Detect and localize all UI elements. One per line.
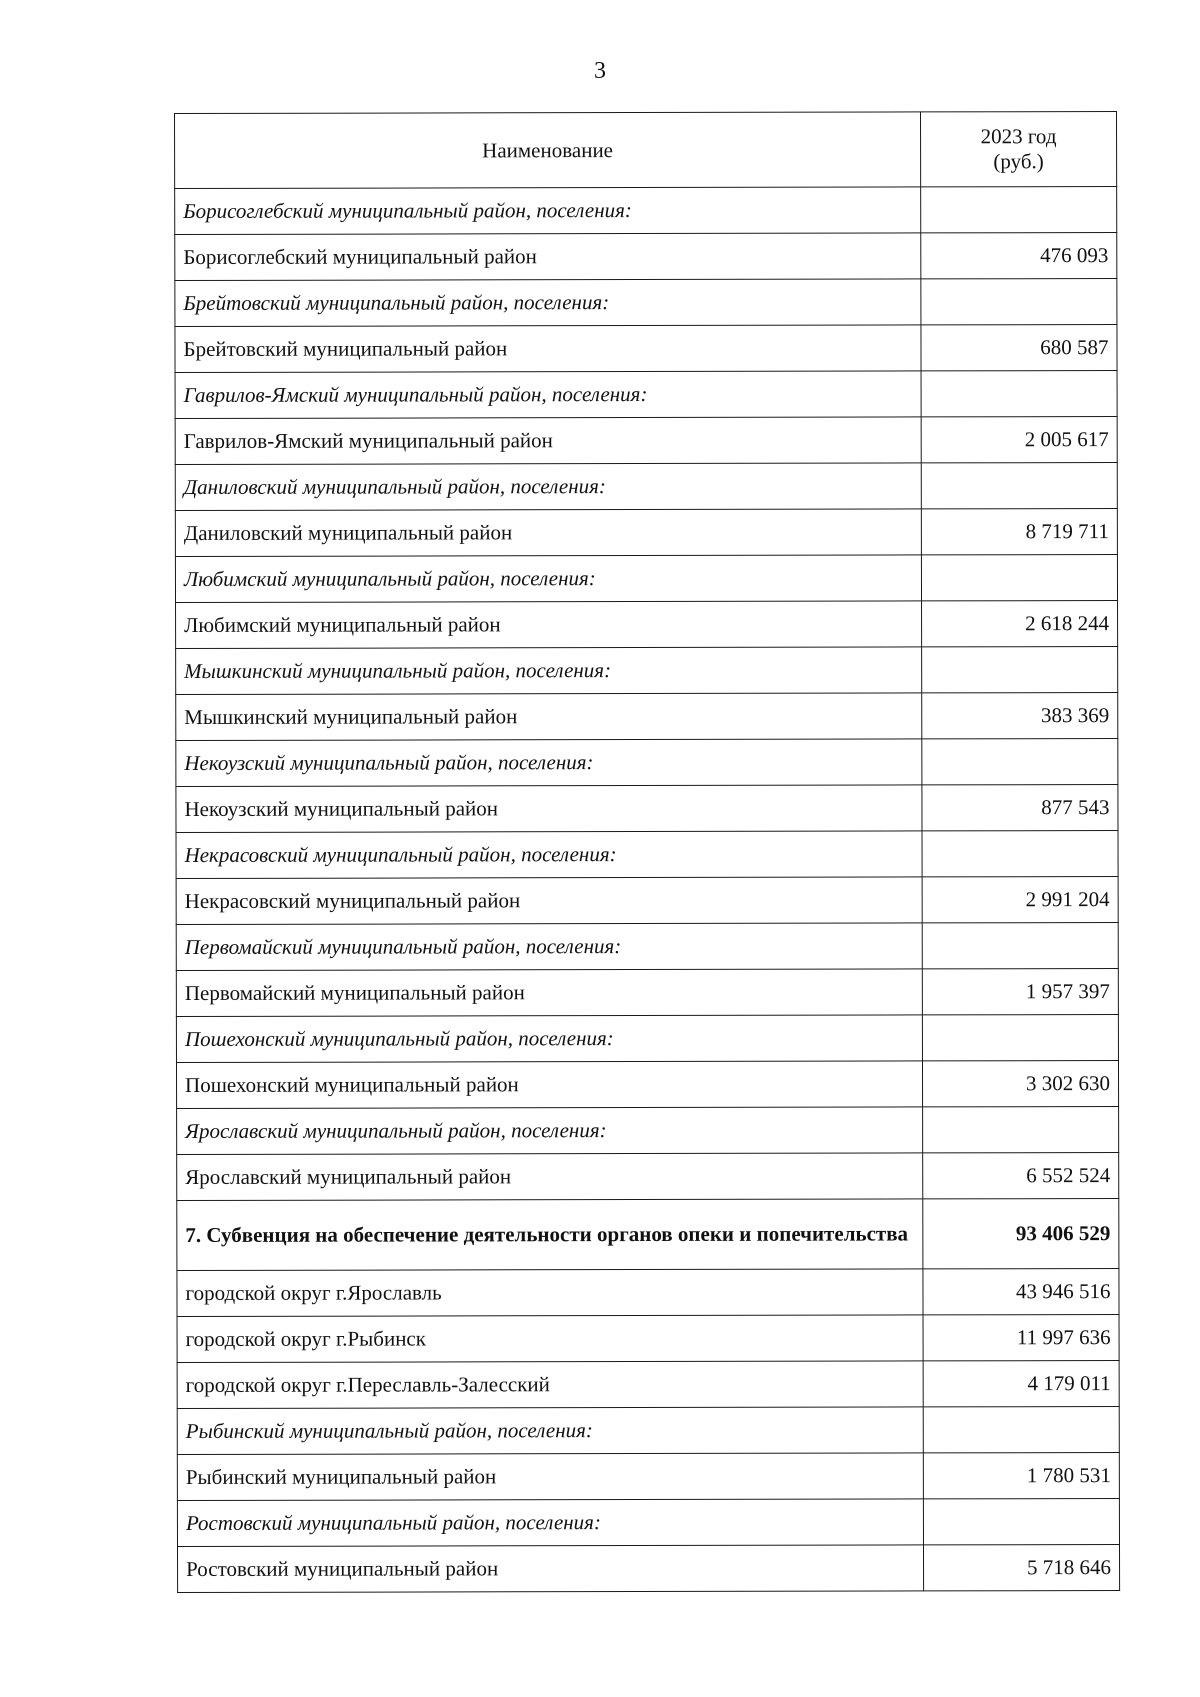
row-value: 476 093 xyxy=(921,233,1117,279)
row-value xyxy=(922,923,1118,969)
table-row xyxy=(175,279,1117,327)
row-name: Мышкинский муниципальный район, поселения: xyxy=(176,647,922,695)
row-value xyxy=(923,1499,1119,1545)
row-name: Борисоглебский муниципальный район xyxy=(175,233,921,281)
row-value: 8 719 711 xyxy=(921,509,1117,555)
row-name: Любимский муниципальный район xyxy=(176,601,922,649)
table-header-row xyxy=(175,112,1117,189)
row-name: Некоузский муниципальный район xyxy=(176,785,922,833)
row-name: Даниловский муниципальный район xyxy=(175,509,921,557)
column-header-name: Наименование xyxy=(175,112,921,189)
row-value xyxy=(923,1107,1119,1153)
row-name: городской округ г.Переславль-Залесский xyxy=(177,1361,923,1409)
row-name: Гаврилов-Ямский муниципальный район, поселения: xyxy=(175,371,921,419)
table-row xyxy=(176,969,1118,1017)
row-value: 6 552 524 xyxy=(923,1153,1119,1199)
table-row xyxy=(177,1407,1119,1455)
table-row xyxy=(177,1269,1119,1317)
table-row xyxy=(175,509,1117,557)
row-name: городской округ г.Ярославль xyxy=(177,1269,923,1317)
table-row xyxy=(176,785,1118,833)
table-row xyxy=(175,325,1117,373)
table-row xyxy=(176,1015,1118,1063)
table-row xyxy=(175,417,1117,465)
column-header-value xyxy=(920,112,1116,187)
table-row xyxy=(177,1453,1119,1501)
row-name: Рыбинский муниципальный район xyxy=(177,1453,923,1501)
row-value xyxy=(921,555,1117,601)
row-value: 43 946 516 xyxy=(923,1269,1119,1315)
row-name: Рыбинский муниципальный район, поселения: xyxy=(177,1407,923,1455)
row-name: Ярославский муниципальный район, поселения: xyxy=(177,1107,923,1155)
row-value xyxy=(921,463,1117,509)
table-row xyxy=(175,555,1117,603)
row-value xyxy=(923,1407,1119,1453)
row-name: Брейтовский муниципальный район xyxy=(175,325,921,373)
row-name: Пошехонский муниципальный район xyxy=(176,1061,922,1109)
table-row xyxy=(176,923,1118,971)
row-name: Брейтовский муниципальный район, поселения: xyxy=(175,279,921,327)
row-name: Любимский муниципальный район, поселения: xyxy=(175,555,921,603)
row-value: 3 302 630 xyxy=(922,1061,1118,1107)
row-value xyxy=(922,739,1118,785)
table-row xyxy=(178,1545,1120,1593)
column-header-value-unit: (руб.) xyxy=(993,149,1044,174)
row-value: 5 718 646 xyxy=(924,1545,1120,1591)
row-value: 877 543 xyxy=(922,785,1118,831)
row-value: 4 179 011 xyxy=(923,1361,1119,1407)
row-name: городской округ г.Рыбинск xyxy=(177,1315,923,1363)
row-value: 2 618 244 xyxy=(922,601,1118,647)
row-name: Ростовский муниципальный район xyxy=(178,1545,924,1593)
table-row xyxy=(175,187,1117,235)
row-name: Даниловский муниципальный район, поселения: xyxy=(175,463,921,511)
row-name: Борисоглебский муниципальный район, поселения: xyxy=(175,187,921,235)
row-value xyxy=(922,831,1118,877)
row-value: 680 587 xyxy=(921,325,1117,371)
row-value: 383 369 xyxy=(922,693,1118,739)
budget-table xyxy=(174,111,1120,1593)
column-header-value-year: 2023 год xyxy=(980,124,1057,149)
table-row xyxy=(177,1107,1119,1155)
row-name: Ростовский муниципальный район, поселения: xyxy=(177,1499,923,1547)
row-value xyxy=(921,187,1117,233)
table-row xyxy=(175,371,1117,419)
row-name: Некрасовский муниципальный район xyxy=(176,877,922,925)
row-value: 1 957 397 xyxy=(922,969,1118,1015)
table-row xyxy=(177,1361,1119,1409)
table-body xyxy=(175,187,1120,1593)
row-value: 11 997 636 xyxy=(923,1315,1119,1361)
table-row xyxy=(176,831,1118,879)
table-row xyxy=(176,1061,1118,1109)
table-row xyxy=(177,1153,1119,1201)
table-row xyxy=(177,1199,1119,1271)
row-value: 2 991 204 xyxy=(922,877,1118,923)
page-number: 3 xyxy=(594,58,606,84)
table-row xyxy=(175,233,1117,281)
row-name: Некрасовский муниципальный район, поселения: xyxy=(176,831,922,879)
row-name: Ярославский муниципальный район xyxy=(177,1153,923,1201)
row-value xyxy=(922,1015,1118,1061)
row-name: Первомайский муниципальный район, поселения: xyxy=(176,923,922,971)
table-row xyxy=(176,877,1118,925)
row-value xyxy=(922,647,1118,693)
row-name: Пошехонский муниципальный район, поселения: xyxy=(176,1015,922,1063)
row-value: 1 780 531 xyxy=(923,1453,1119,1499)
row-name: Мышкинский муниципальный район xyxy=(176,693,922,741)
row-value: 93 406 529 xyxy=(923,1199,1119,1269)
table-row xyxy=(176,601,1118,649)
row-value xyxy=(921,279,1117,325)
table-row xyxy=(177,1315,1119,1363)
table-row xyxy=(175,463,1117,511)
row-value: 2 005 617 xyxy=(921,417,1117,463)
table-row xyxy=(176,693,1118,741)
row-name: 7. Субвенция на обеспечение деятельности органов опеки и попечительства xyxy=(177,1199,923,1271)
row-name: Некоузский муниципальный район, поселения: xyxy=(176,739,922,787)
row-value xyxy=(921,371,1117,417)
table-row xyxy=(176,739,1118,787)
row-name: Гаврилов-Ямский муниципальный район xyxy=(175,417,921,465)
row-name: Первомайский муниципальный район xyxy=(176,969,922,1017)
table-row xyxy=(177,1499,1119,1547)
table-row xyxy=(176,647,1118,695)
